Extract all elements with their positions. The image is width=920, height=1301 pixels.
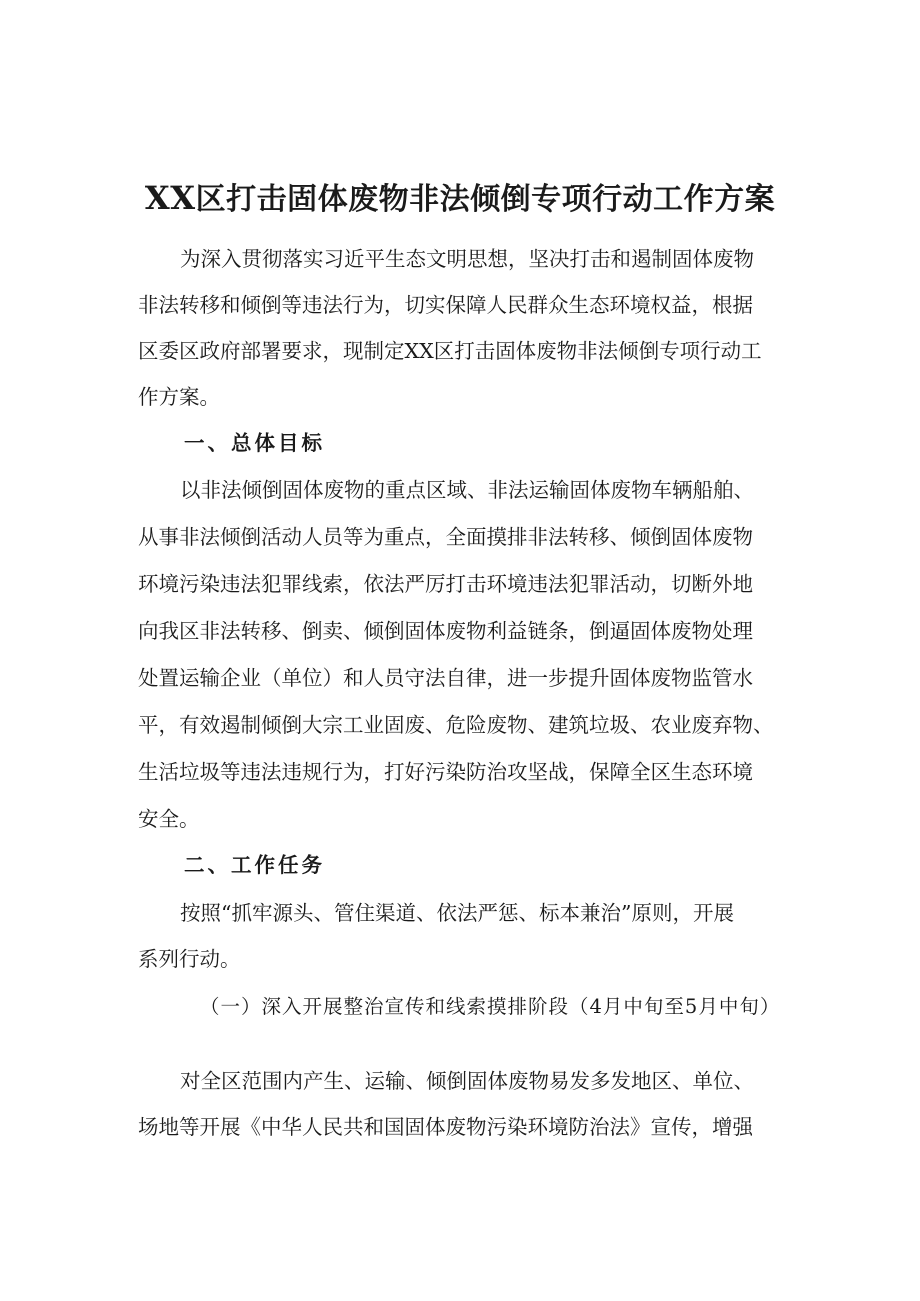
title-prefix: XX [144, 179, 196, 217]
intro-line-2: 非法转移和倾倒等违法行为，切实保障人民群众生态环境权益，根据 [138, 293, 753, 317]
subsection1-line-2: 场地等开展《中华人民共和国固体废物污染环境防治法》宣传，增强 [138, 1115, 753, 1139]
section1-line-4: 向我区非法转移、倒卖、倾倒固体废物利益链条，倒逼固体废物处理 [138, 619, 753, 643]
section1-line-5: 处置运输企业（单位）和人员守法自律，进一步提升固体废物监管水 [138, 666, 753, 690]
section1-line-8: 安全。 [138, 807, 200, 831]
subsection1-line-1: 对全区范围内产生、运输、倾倒固体废物易发多发地区、单位、 [180, 1069, 754, 1093]
section2-line-1: 按照“抓牢源头、管住渠道、依法严惩、标本兼治”原则，开展 [180, 901, 734, 925]
intro-line-3: 区委区政府部署要求，现制定XX区打击固体废物非法倾倒专项行动工 [138, 339, 762, 363]
subsection-heading-phase-1: （一）深入开展整治宣传和线索摸排阶段（4月中旬至5月中旬） [200, 995, 781, 1018]
section1-line-6: 平，有效遏制倾倒大宗工业固废、危险废物、建筑垃圾、农业废弃物、 [138, 713, 774, 737]
section1-line-3: 环境污染违法犯罪线索，依法严厉打击环境违法犯罪活动，切断外地 [138, 572, 753, 596]
section-heading-work-tasks: 二、工作任务 [184, 853, 325, 877]
intro-line-4: 作方案。 [138, 385, 220, 409]
intro-line-1: 为深入贯彻落实习近平生态文明思想，坚决打击和遏制固体废物 [180, 247, 754, 271]
section-heading-general-goal: 一、总体目标 [184, 431, 325, 455]
title-text: 区打击固体废物非法倾倒专项行动工作方案 [195, 182, 776, 217]
document-title [0, 176, 920, 222]
section1-line-1: 以非法倾倒固体废物的重点区域、非法运输固体废物车辆船舶、 [180, 478, 754, 502]
section2-line-2: 系列行动。 [138, 947, 241, 971]
section1-line-7: 生活垃圾等违法违规行为，打好污染防治攻坚战，保障全区生态环境 [138, 760, 753, 784]
section1-line-2: 从事非法倾倒活动人员等为重点，全面摸排非法转移、倾倒固体废物 [138, 525, 753, 549]
